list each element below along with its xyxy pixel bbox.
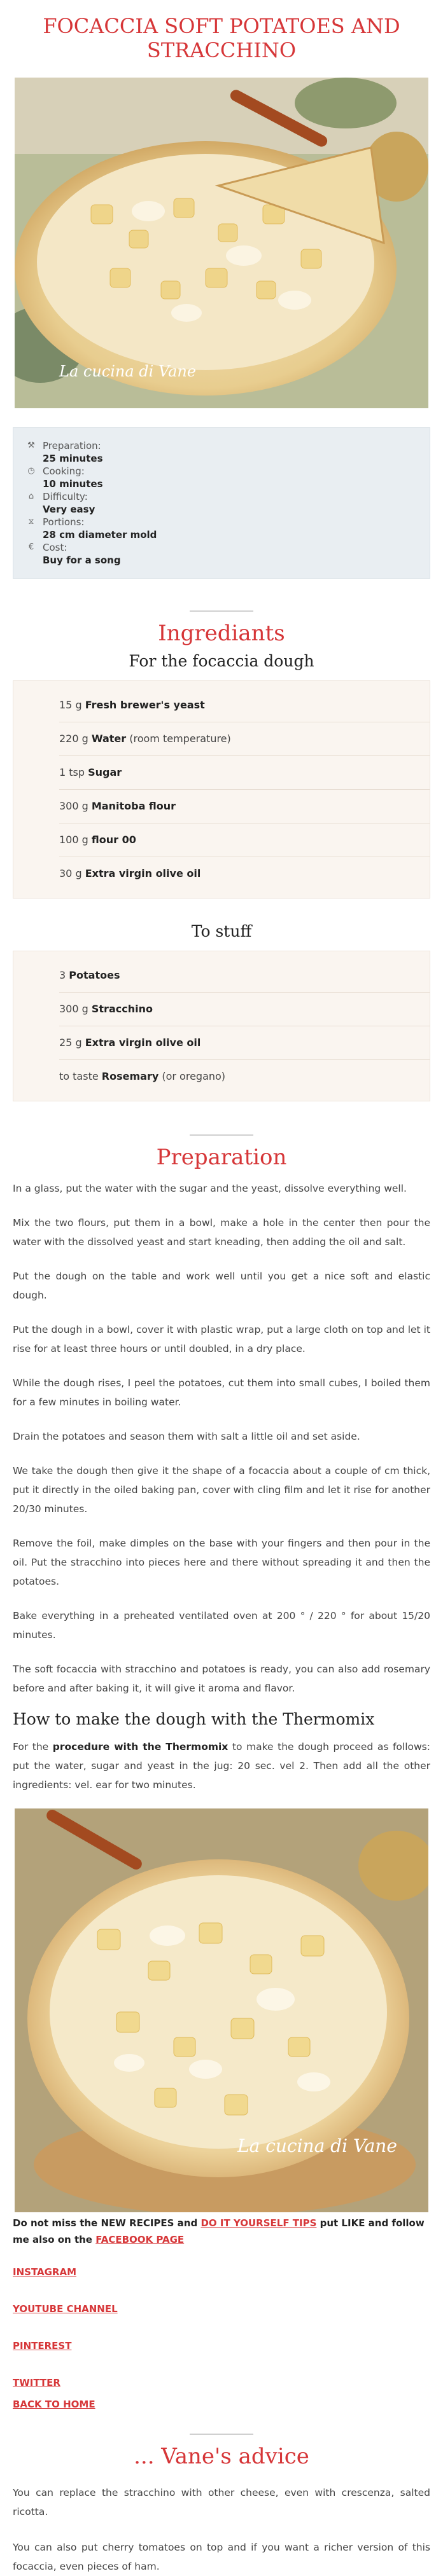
ingredient-item: to taste Rosemary (or oregano) — [59, 1070, 226, 1082]
preparation-value: 25 minutes — [43, 453, 103, 464]
diy-tips-link[interactable]: DO IT YOURSELF TIPS — [200, 2217, 317, 2229]
youtube-channel-link[interactable]: YOUTUBE CHANNEL — [13, 2303, 118, 2315]
focaccia-image — [15, 78, 428, 408]
ingredient-item: 300 g Stracchino — [59, 993, 430, 1026]
focaccia-photo-2 — [15, 1808, 428, 2212]
cost-info — [26, 541, 417, 567]
cost-value: Buy for a song — [43, 554, 121, 566]
portions-value: 28 cm diameter mold — [43, 529, 157, 541]
cooking-value: 10 minutes — [43, 478, 103, 490]
page-title: FOCACCIA SOFT POTATOES AND STRACCHINO — [43, 14, 400, 62]
chef-hat-icon: ⌂ — [28, 492, 34, 501]
advice-paragraph: You can also put cherry tomatoes on top and if you want a richer version of this focaccia, even pieces of ham. — [13, 2542, 430, 2572]
hourglass-icon: ⧖ — [28, 517, 34, 527]
photo-watermark: La cucina di Vane — [237, 2135, 397, 2156]
wrench-icon: ⚒ — [27, 441, 35, 450]
twitter-link[interactable]: TWITTER — [13, 2377, 60, 2388]
preparation-step: Put the dough on the table and work well until you get a nice soft and elastic dough. — [13, 1271, 430, 1301]
thermomix-heading: How to make the dough with the Thermomix — [13, 1710, 375, 1728]
instagram-link[interactable]: INSTAGRAM — [13, 2266, 77, 2278]
preparation-step: We take the dough then give it the shape of a focaccia about a couple of cm thick, put it directly in the oiled baking pan, cover with cling film and let it rise for another 20/30 minutes. — [13, 1465, 430, 1515]
ingredient-item: 300 g Manitoba flour — [59, 790, 430, 823]
ingredient-item: 220 g Water (room temperature) — [59, 722, 430, 756]
preparation-step: Mix the two flours, put them in a bowl, make a hole in the center then pour the water with the dissolved yeast and start kneading, then adding the oil and salt. — [13, 1217, 430, 1248]
advice-paragraph: You can replace the stracchino with other cheese, even with crescenza, salted ricotta. — [13, 2487, 430, 2517]
stuff-heading: To stuff — [191, 922, 252, 940]
dough-heading: For the focaccia dough — [129, 652, 314, 670]
euro-icon: € — [28, 542, 34, 552]
focaccia-image-2 — [15, 1808, 428, 2212]
preparation-label: Preparation: — [43, 440, 101, 451]
stuff-ingredient-list — [13, 951, 430, 1101]
ingredients-heading: Ingrediants — [158, 621, 285, 646]
preparation-info — [26, 439, 417, 465]
dough-ingredient-list — [13, 680, 430, 899]
preparation-step: Bake everything in a preheated ventilated oven at 200 ° / 220 ° for about 15/20 minutes. — [13, 1610, 430, 1641]
ingredient-item: 3 Potatoes — [59, 959, 430, 993]
cooking-info — [26, 465, 417, 490]
preparation-step: Drain the potatoes and season them with salt a little oil and set aside. — [13, 1431, 360, 1442]
difficulty-label: Difficulty: — [43, 491, 88, 502]
thermomix-paragraph: For the procedure with the Thermomix to make the dough proceed as follows: put the water, sugar and yeast in the jug: 20 sec. vel 2. Then add all the other ingredients: vel. ear for two minutes. — [13, 1741, 430, 1791]
photo-watermark: La cucina di Vane — [59, 362, 197, 380]
ingredient-item: 15 g Fresh brewer's yeast — [59, 689, 430, 722]
preparation-step: While the dough rises, I peel the potatoes, cut them into small cubes, I boiled them for a few minutes in boiling water. — [13, 1377, 430, 1408]
cooking-label: Cooking: — [43, 465, 85, 477]
facebook-page-link[interactable]: FACEBOOK PAGE — [95, 2234, 185, 2245]
preparation-step: Remove the foil, make dimples on the base with your fingers and then pour in the oil. Put the stracchino into pieces here and there without spreading it and then the potatoes. — [13, 1538, 430, 1587]
focaccia-photo — [15, 78, 428, 408]
difficulty-value: Very easy — [43, 504, 95, 515]
advice-heading: ... Vane's advice — [134, 2444, 309, 2469]
cost-label: Cost: — [43, 542, 67, 553]
portions-info — [26, 516, 417, 541]
ingredient-item: 1 tsp Sugar — [59, 756, 430, 790]
ingredient-item: 100 g flour 00 — [59, 823, 430, 857]
clock-icon: ◷ — [27, 466, 35, 476]
preparation-step: In a glass, put the water with the sugar and the yeast, dissolve everything well. — [13, 1183, 407, 1194]
ingredient-item: 25 g Extra virgin olive oil — [59, 1026, 430, 1060]
recipe-info-box — [13, 427, 430, 579]
portions-label: Portions: — [43, 516, 85, 528]
difficulty-info — [26, 490, 417, 516]
pinterest-link[interactable]: PINTEREST — [13, 2340, 72, 2352]
preparation-step: Put the dough in a bowl, cover it with plastic wrap, put a large cloth on top and let it rise for at least three hours or until doubled, in a dry place. — [13, 1324, 430, 1354]
ingredient-item: 30 g Extra virgin olive oil — [59, 867, 201, 879]
follow-promo: Do not miss the NEW RECIPES and DO IT YOURSELF TIPS put LIKE and follow me also on the FACEBOOK PAGE — [13, 2217, 425, 2245]
preparation-heading: Preparation — [156, 1145, 287, 1170]
preparation-step: The soft focaccia with stracchino and potatoes is ready, you can also add rosemary before and after baking it, it will give it aroma and flavor. — [13, 1663, 430, 1694]
back-to-home-link[interactable]: BACK TO HOME — [13, 2399, 95, 2410]
